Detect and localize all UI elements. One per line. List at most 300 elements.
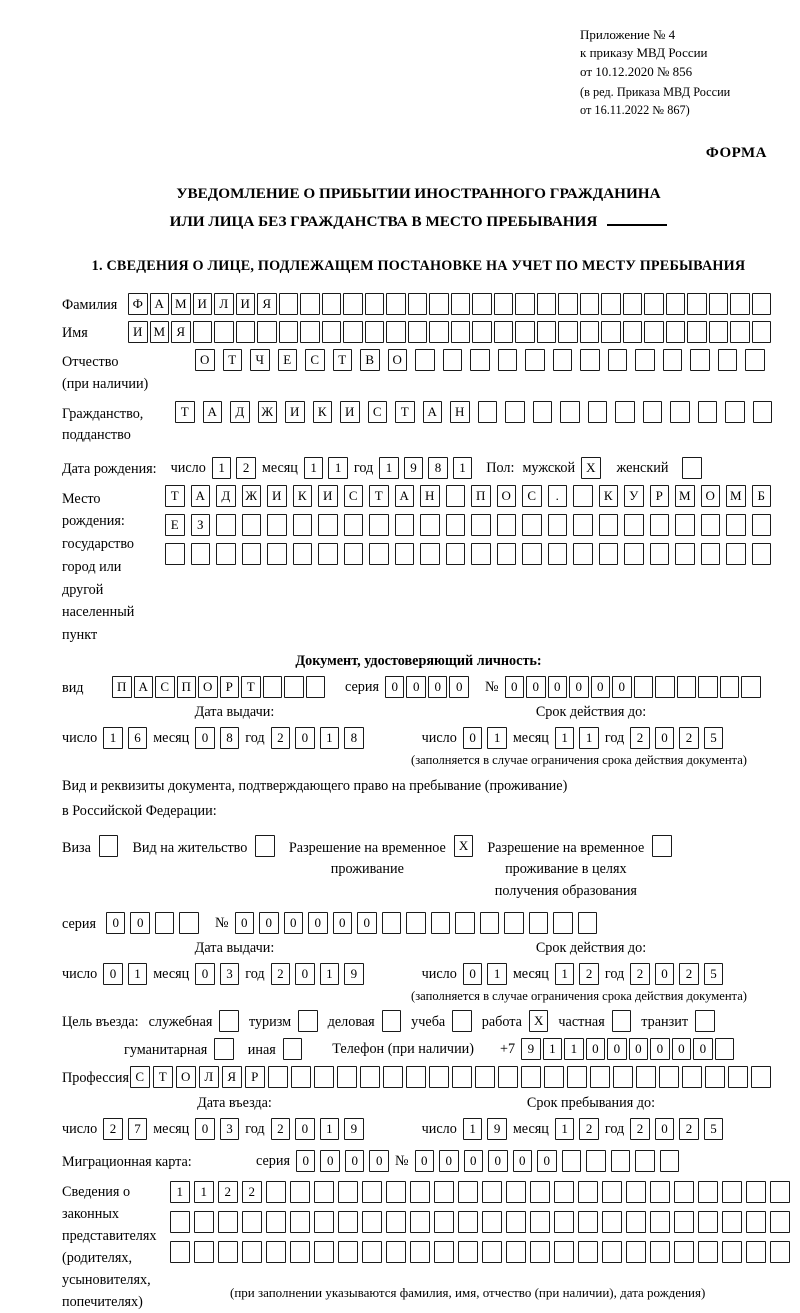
- firstname-cell[interactable]: [429, 321, 449, 343]
- mig-number-cell[interactable]: 0: [415, 1150, 435, 1172]
- citizenship-cell[interactable]: С: [368, 401, 388, 423]
- doc-valid-year-cell[interactable]: 0: [655, 727, 675, 749]
- reps-cells-line3-cell[interactable]: [746, 1241, 766, 1263]
- res-number-cell[interactable]: 0: [308, 912, 328, 934]
- surname-cell[interactable]: [365, 293, 385, 315]
- patronymic-cell[interactable]: [525, 349, 545, 371]
- doc-kind-cell[interactable]: С: [155, 676, 175, 698]
- doc-series-cell[interactable]: 0: [406, 676, 426, 698]
- res-number-cell[interactable]: [480, 912, 500, 934]
- reps-cells-line2-cell[interactable]: [770, 1211, 790, 1233]
- phone-cell[interactable]: 0: [650, 1038, 670, 1060]
- firstname-cell[interactable]: [236, 321, 256, 343]
- birthplace-cells-line3-cell[interactable]: [165, 543, 185, 565]
- doc-kind-cell[interactable]: Т: [241, 676, 261, 698]
- surname-cell[interactable]: [537, 293, 557, 315]
- reps-cells-line3-cell[interactable]: [554, 1241, 574, 1263]
- reps-cells-line2-cell[interactable]: [170, 1211, 190, 1233]
- res-number-cell[interactable]: [382, 912, 402, 934]
- reps-cells-line1-cell[interactable]: [338, 1181, 358, 1203]
- reps-cells-line2-cell[interactable]: [218, 1211, 238, 1233]
- birthplace-cells-line2-cell[interactable]: [471, 514, 491, 536]
- firstname-cell[interactable]: [214, 321, 234, 343]
- surname-cell[interactable]: [451, 293, 471, 315]
- reps-cells-line2-cell[interactable]: [290, 1211, 310, 1233]
- reps-cells-line3-cell[interactable]: [602, 1241, 622, 1263]
- reps-cells-line3-cell[interactable]: [362, 1241, 382, 1263]
- firstname-cell[interactable]: И: [128, 321, 148, 343]
- profession-cell[interactable]: [406, 1066, 426, 1088]
- citizenship-cell[interactable]: [698, 401, 718, 423]
- doc-number-cell[interactable]: 0: [569, 676, 589, 698]
- reps-cells-line3-cell[interactable]: [458, 1241, 478, 1263]
- reps-cells-line2-cell[interactable]: [746, 1211, 766, 1233]
- mig-number-cell[interactable]: [562, 1150, 582, 1172]
- firstname-cell[interactable]: [494, 321, 514, 343]
- mig-number-cell[interactable]: [660, 1150, 680, 1172]
- birthplace-cells-line2-cell[interactable]: [675, 514, 695, 536]
- patronymic-cell[interactable]: [553, 349, 573, 371]
- mig-number-cell[interactable]: 0: [439, 1150, 459, 1172]
- doc-issue-year-cell[interactable]: 2: [271, 727, 291, 749]
- phone-cell[interactable]: 9: [521, 1038, 541, 1060]
- doc-issue-day-cell[interactable]: 1: [103, 727, 123, 749]
- profession-cell[interactable]: [337, 1066, 357, 1088]
- firstname-cell[interactable]: [365, 321, 385, 343]
- reps-cells-line1-cell[interactable]: 1: [194, 1181, 214, 1203]
- profession-cell[interactable]: О: [176, 1066, 196, 1088]
- profession-cell[interactable]: [498, 1066, 518, 1088]
- reps-cells-line2-cell[interactable]: [506, 1211, 526, 1233]
- birthplace-cells-line3-cell[interactable]: [318, 543, 338, 565]
- profession-cell[interactable]: [567, 1066, 587, 1088]
- doc-series-cell[interactable]: 0: [449, 676, 469, 698]
- firstname-cell[interactable]: [752, 321, 772, 343]
- birth-day-cell[interactable]: 1: [212, 457, 232, 479]
- res-number-cell[interactable]: 0: [235, 912, 255, 934]
- surname-cell[interactable]: [601, 293, 621, 315]
- birthplace-cells-line2-cell[interactable]: [293, 514, 313, 536]
- profession-cell[interactable]: [521, 1066, 541, 1088]
- reps-cells-line3-cell[interactable]: [218, 1241, 238, 1263]
- birthplace-cells-line3-cell[interactable]: [420, 543, 440, 565]
- res-series-cell[interactable]: [179, 912, 199, 934]
- birthplace-cells-line3-cell[interactable]: [573, 543, 593, 565]
- firstname-cell[interactable]: [537, 321, 557, 343]
- doc-kind-cell[interactable]: О: [198, 676, 218, 698]
- doc-kind-cell[interactable]: Р: [220, 676, 240, 698]
- birthplace-cells-line2-cell[interactable]: [624, 514, 644, 536]
- res-issue-year-cell[interactable]: 9: [344, 963, 364, 985]
- stay-day-cell[interactable]: 9: [487, 1118, 507, 1140]
- res-number-cell[interactable]: [431, 912, 451, 934]
- mig-number-cell[interactable]: 0: [513, 1150, 533, 1172]
- surname-cell[interactable]: [429, 293, 449, 315]
- firstname-cell[interactable]: [408, 321, 428, 343]
- doc-issue-month-cell[interactable]: 0: [195, 727, 215, 749]
- reps-cells-line1-cell[interactable]: [650, 1181, 670, 1203]
- birthplace-cells-line1-cell[interactable]: .: [548, 485, 568, 507]
- citizenship-cell[interactable]: А: [423, 401, 443, 423]
- birth-year-cell[interactable]: 9: [404, 457, 424, 479]
- doc-number-cell[interactable]: [698, 676, 718, 698]
- citizenship-cell[interactable]: А: [203, 401, 223, 423]
- profession-cell[interactable]: [544, 1066, 564, 1088]
- citizenship-cell[interactable]: [560, 401, 580, 423]
- entry-month-cell[interactable]: 0: [195, 1118, 215, 1140]
- reps-cells-line1-cell[interactable]: [746, 1181, 766, 1203]
- reps-cells-line3-cell[interactable]: [194, 1241, 214, 1263]
- patronymic-cell[interactable]: [580, 349, 600, 371]
- patronymic-cell[interactable]: [498, 349, 518, 371]
- citizenship-cell[interactable]: Д: [230, 401, 250, 423]
- birthplace-cells-line3-cell[interactable]: [216, 543, 236, 565]
- temp-residence-edu-checkbox-cell[interactable]: [652, 835, 672, 857]
- res-series-cell[interactable]: 0: [130, 912, 150, 934]
- birthplace-cells-line1-cell[interactable]: Т: [369, 485, 389, 507]
- reps-cells-line2-cell[interactable]: [266, 1211, 286, 1233]
- birthplace-cells-line2-cell[interactable]: [599, 514, 619, 536]
- surname-cell[interactable]: [279, 293, 299, 315]
- patronymic-cell[interactable]: [470, 349, 490, 371]
- surname-cell[interactable]: Ф: [128, 293, 148, 315]
- birthplace-cells-line1-cell[interactable]: О: [497, 485, 517, 507]
- stay-year-cell[interactable]: 2: [630, 1118, 650, 1140]
- surname-cell[interactable]: И: [193, 293, 213, 315]
- doc-issue-day-cell[interactable]: 6: [128, 727, 148, 749]
- reps-cells-line1-cell[interactable]: [266, 1181, 286, 1203]
- res-issue-year-cell[interactable]: 2: [271, 963, 291, 985]
- birthplace-cells-line1-cell[interactable]: К: [599, 485, 619, 507]
- patronymic-cell[interactable]: [690, 349, 710, 371]
- patronymic-cell[interactable]: [608, 349, 628, 371]
- profession-cell[interactable]: С: [130, 1066, 150, 1088]
- mig-number-cell[interactable]: [635, 1150, 655, 1172]
- reps-cells-line2-cell[interactable]: [194, 1211, 214, 1233]
- doc-number-cell[interactable]: 0: [526, 676, 546, 698]
- phone-cell[interactable]: 0: [586, 1038, 606, 1060]
- birthplace-cells-line2-cell[interactable]: З: [191, 514, 211, 536]
- patronymic-cell[interactable]: О: [388, 349, 408, 371]
- birthplace-cells-line3-cell[interactable]: [548, 543, 568, 565]
- surname-cell[interactable]: [408, 293, 428, 315]
- citizenship-cell[interactable]: Н: [450, 401, 470, 423]
- sex-female-checkbox-cell[interactable]: [682, 457, 702, 479]
- citizenship-cell[interactable]: И: [340, 401, 360, 423]
- birthplace-cells-line1-cell[interactable]: Н: [420, 485, 440, 507]
- purpose-business-checkbox-cell[interactable]: [382, 1010, 402, 1032]
- phone-cell[interactable]: 0: [693, 1038, 713, 1060]
- stay-month-cell[interactable]: 1: [555, 1118, 575, 1140]
- birthplace-cells-line3-cell[interactable]: [191, 543, 211, 565]
- birthplace-cells-line2-cell[interactable]: [369, 514, 389, 536]
- reps-cells-line2-cell[interactable]: [314, 1211, 334, 1233]
- birth-year-cell[interactable]: 8: [428, 457, 448, 479]
- entry-year-cell[interactable]: 1: [320, 1118, 340, 1140]
- reps-cells-line1-cell[interactable]: [362, 1181, 382, 1203]
- res-number-cell[interactable]: 0: [357, 912, 377, 934]
- profession-cell[interactable]: [268, 1066, 288, 1088]
- reps-cells-line3-cell[interactable]: [674, 1241, 694, 1263]
- res-series-cell[interactable]: [155, 912, 175, 934]
- reps-cells-line3-cell[interactable]: [770, 1241, 790, 1263]
- entry-day-cell[interactable]: 7: [128, 1118, 148, 1140]
- stay-month-cell[interactable]: 2: [579, 1118, 599, 1140]
- entry-year-cell[interactable]: 9: [344, 1118, 364, 1140]
- visa-checkbox-cell[interactable]: [99, 835, 119, 857]
- doc-kind-cell[interactable]: [306, 676, 326, 698]
- phone-cell[interactable]: 0: [629, 1038, 649, 1060]
- citizenship-cell[interactable]: Ж: [258, 401, 278, 423]
- reps-cells-line1-cell[interactable]: [506, 1181, 526, 1203]
- birthplace-cells-line2-cell[interactable]: [726, 514, 746, 536]
- residence-permit-checkbox-cell[interactable]: [255, 835, 275, 857]
- reps-cells-line1-cell[interactable]: [602, 1181, 622, 1203]
- birthplace-cells-line2-cell[interactable]: [344, 514, 364, 536]
- reps-cells-line3-cell[interactable]: [722, 1241, 742, 1263]
- firstname-cell[interactable]: [709, 321, 729, 343]
- doc-number-cell[interactable]: 0: [591, 676, 611, 698]
- birthplace-cells-line3-cell[interactable]: [344, 543, 364, 565]
- doc-issue-year-cell[interactable]: 0: [295, 727, 315, 749]
- surname-cell[interactable]: И: [236, 293, 256, 315]
- patronymic-cell[interactable]: [718, 349, 738, 371]
- citizenship-cell[interactable]: [643, 401, 663, 423]
- birthplace-cells-line1-cell[interactable]: М: [726, 485, 746, 507]
- res-issue-year-cell[interactable]: 0: [295, 963, 315, 985]
- birthplace-cells-line1-cell[interactable]: С: [522, 485, 542, 507]
- reps-cells-line3-cell[interactable]: [266, 1241, 286, 1263]
- birthplace-cells-line1-cell[interactable]: И: [318, 485, 338, 507]
- purpose-study-checkbox-cell[interactable]: [452, 1010, 472, 1032]
- entry-year-cell[interactable]: 0: [295, 1118, 315, 1140]
- surname-cell[interactable]: Л: [214, 293, 234, 315]
- birthplace-cells-line1-cell[interactable]: К: [293, 485, 313, 507]
- phone-cell[interactable]: 1: [564, 1038, 584, 1060]
- birthplace-cells-line1-cell[interactable]: И: [267, 485, 287, 507]
- birthplace-cells-line1-cell[interactable]: С: [344, 485, 364, 507]
- profession-cell[interactable]: [682, 1066, 702, 1088]
- birthplace-cells-line1-cell[interactable]: [446, 485, 466, 507]
- doc-series-cell[interactable]: 0: [428, 676, 448, 698]
- profession-cell[interactable]: [728, 1066, 748, 1088]
- patronymic-cell[interactable]: О: [195, 349, 215, 371]
- patronymic-cell[interactable]: [443, 349, 463, 371]
- citizenship-cell[interactable]: [505, 401, 525, 423]
- mig-number-cell[interactable]: [586, 1150, 606, 1172]
- firstname-cell[interactable]: [515, 321, 535, 343]
- citizenship-cell[interactable]: И: [285, 401, 305, 423]
- stay-year-cell[interactable]: 5: [704, 1118, 724, 1140]
- reps-cells-line3-cell[interactable]: [434, 1241, 454, 1263]
- birthplace-cells-line1-cell[interactable]: Ж: [242, 485, 262, 507]
- surname-cell[interactable]: [343, 293, 363, 315]
- surname-cell[interactable]: [580, 293, 600, 315]
- doc-valid-day-cell[interactable]: 1: [487, 727, 507, 749]
- res-number-cell[interactable]: 0: [284, 912, 304, 934]
- patronymic-cell[interactable]: [635, 349, 655, 371]
- citizenship-cell[interactable]: [615, 401, 635, 423]
- reps-cells-line1-cell[interactable]: 2: [242, 1181, 262, 1203]
- surname-cell[interactable]: [752, 293, 772, 315]
- reps-cells-line3-cell[interactable]: [530, 1241, 550, 1263]
- doc-kind-cell[interactable]: А: [134, 676, 154, 698]
- firstname-cell[interactable]: [687, 321, 707, 343]
- citizenship-cell[interactable]: К: [313, 401, 333, 423]
- profession-cell[interactable]: [705, 1066, 725, 1088]
- firstname-cell[interactable]: [386, 321, 406, 343]
- res-valid-year-cell[interactable]: 0: [655, 963, 675, 985]
- mig-number-cell[interactable]: 0: [488, 1150, 508, 1172]
- patronymic-cell[interactable]: В: [360, 349, 380, 371]
- profession-cell[interactable]: [751, 1066, 771, 1088]
- patronymic-cell[interactable]: [663, 349, 683, 371]
- birthplace-cells-line3-cell[interactable]: [369, 543, 389, 565]
- birthplace-cells-line1-cell[interactable]: О: [701, 485, 721, 507]
- reps-cells-line3-cell[interactable]: [626, 1241, 646, 1263]
- surname-cell[interactable]: [687, 293, 707, 315]
- reps-cells-line2-cell[interactable]: [434, 1211, 454, 1233]
- res-valid-day-cell[interactable]: 0: [463, 963, 483, 985]
- birthplace-cells-line2-cell[interactable]: [318, 514, 338, 536]
- patronymic-cell[interactable]: Ч: [250, 349, 270, 371]
- birthplace-cells-line1-cell[interactable]: Т: [165, 485, 185, 507]
- profession-cell[interactable]: Т: [153, 1066, 173, 1088]
- reps-cells-line3-cell[interactable]: [410, 1241, 430, 1263]
- birthplace-cells-line3-cell[interactable]: [471, 543, 491, 565]
- doc-number-cell[interactable]: 0: [612, 676, 632, 698]
- birthplace-cells-line1-cell[interactable]: М: [675, 485, 695, 507]
- doc-number-cell[interactable]: [634, 676, 654, 698]
- res-number-cell[interactable]: [406, 912, 426, 934]
- surname-cell[interactable]: [623, 293, 643, 315]
- citizenship-cell[interactable]: [753, 401, 773, 423]
- birthplace-cells-line3-cell[interactable]: [267, 543, 287, 565]
- res-issue-month-cell[interactable]: 3: [220, 963, 240, 985]
- firstname-cell[interactable]: [343, 321, 363, 343]
- birthplace-cells-line1-cell[interactable]: Р: [650, 485, 670, 507]
- firstname-cell[interactable]: [644, 321, 664, 343]
- profession-cell[interactable]: [291, 1066, 311, 1088]
- doc-valid-year-cell[interactable]: 2: [679, 727, 699, 749]
- purpose-other-checkbox-cell[interactable]: [283, 1038, 303, 1060]
- entry-year-cell[interactable]: 2: [271, 1118, 291, 1140]
- surname-cell[interactable]: [494, 293, 514, 315]
- doc-valid-year-cell[interactable]: 2: [630, 727, 650, 749]
- surname-cell[interactable]: [322, 293, 342, 315]
- reps-cells-line2-cell[interactable]: [722, 1211, 742, 1233]
- firstname-cell[interactable]: [279, 321, 299, 343]
- firstname-cell[interactable]: [472, 321, 492, 343]
- doc-number-cell[interactable]: [741, 676, 761, 698]
- profession-cell[interactable]: [383, 1066, 403, 1088]
- reps-cells-line2-cell[interactable]: [650, 1211, 670, 1233]
- doc-issue-year-cell[interactable]: 1: [320, 727, 340, 749]
- birthplace-cells-line3-cell[interactable]: [650, 543, 670, 565]
- purpose-work-checkbox-cell[interactable]: X: [529, 1010, 549, 1032]
- reps-cells-line1-cell[interactable]: [290, 1181, 310, 1203]
- doc-number-cell[interactable]: [655, 676, 675, 698]
- birthplace-cells-line2-cell[interactable]: [701, 514, 721, 536]
- profession-cell[interactable]: [659, 1066, 679, 1088]
- phone-cell[interactable]: 1: [543, 1038, 563, 1060]
- birthplace-cells-line2-cell[interactable]: [216, 514, 236, 536]
- purpose-official-checkbox-cell[interactable]: [219, 1010, 239, 1032]
- doc-kind-cell[interactable]: П: [177, 676, 197, 698]
- surname-cell[interactable]: [644, 293, 664, 315]
- birth-day-cell[interactable]: 2: [236, 457, 256, 479]
- res-number-cell[interactable]: [529, 912, 549, 934]
- reps-cells-line2-cell[interactable]: [698, 1211, 718, 1233]
- doc-kind-cell[interactable]: [284, 676, 304, 698]
- birth-year-cell[interactable]: 1: [379, 457, 399, 479]
- profession-cell[interactable]: [636, 1066, 656, 1088]
- reps-cells-line2-cell[interactable]: [242, 1211, 262, 1233]
- reps-cells-line1-cell[interactable]: [458, 1181, 478, 1203]
- citizenship-cell[interactable]: [478, 401, 498, 423]
- doc-number-cell[interactable]: 0: [548, 676, 568, 698]
- doc-kind-cell[interactable]: [263, 676, 283, 698]
- reps-cells-line2-cell[interactable]: [482, 1211, 502, 1233]
- profession-cell[interactable]: [452, 1066, 472, 1088]
- firstname-cell[interactable]: Я: [171, 321, 191, 343]
- res-number-cell[interactable]: [455, 912, 475, 934]
- birthplace-cells-line1-cell[interactable]: Д: [216, 485, 236, 507]
- res-valid-year-cell[interactable]: 5: [704, 963, 724, 985]
- citizenship-cell[interactable]: [588, 401, 608, 423]
- res-valid-day-cell[interactable]: 1: [487, 963, 507, 985]
- birthplace-cells-line3-cell[interactable]: [242, 543, 262, 565]
- doc-issue-year-cell[interactable]: 8: [344, 727, 364, 749]
- res-issue-month-cell[interactable]: 0: [195, 963, 215, 985]
- entry-month-cell[interactable]: 3: [220, 1118, 240, 1140]
- birthplace-cells-line1-cell[interactable]: [573, 485, 593, 507]
- reps-cells-line2-cell[interactable]: [458, 1211, 478, 1233]
- mig-series-cell[interactable]: 0: [369, 1150, 389, 1172]
- reps-cells-line2-cell[interactable]: [386, 1211, 406, 1233]
- reps-cells-line3-cell[interactable]: [650, 1241, 670, 1263]
- reps-cells-line3-cell[interactable]: [290, 1241, 310, 1263]
- reps-cells-line1-cell[interactable]: [674, 1181, 694, 1203]
- birthplace-cells-line1-cell[interactable]: У: [624, 485, 644, 507]
- birthplace-cells-line2-cell[interactable]: [420, 514, 440, 536]
- profession-cell[interactable]: Я: [222, 1066, 242, 1088]
- birthplace-cells-line2-cell[interactable]: [752, 514, 772, 536]
- profession-cell[interactable]: [314, 1066, 334, 1088]
- surname-cell[interactable]: А: [150, 293, 170, 315]
- firstname-cell[interactable]: [193, 321, 213, 343]
- doc-number-cell[interactable]: [720, 676, 740, 698]
- birthplace-cells-line3-cell[interactable]: [701, 543, 721, 565]
- patronymic-cell[interactable]: Т: [333, 349, 353, 371]
- stay-day-cell[interactable]: 1: [463, 1118, 483, 1140]
- birthplace-cells-line3-cell[interactable]: [522, 543, 542, 565]
- res-issue-day-cell[interactable]: 0: [103, 963, 123, 985]
- patronymic-cell[interactable]: [745, 349, 765, 371]
- res-issue-year-cell[interactable]: 1: [320, 963, 340, 985]
- surname-cell[interactable]: М: [171, 293, 191, 315]
- surname-cell[interactable]: [472, 293, 492, 315]
- birthplace-cells-line2-cell[interactable]: [573, 514, 593, 536]
- reps-cells-line3-cell[interactable]: [698, 1241, 718, 1263]
- res-number-cell[interactable]: [504, 912, 524, 934]
- res-issue-day-cell[interactable]: 1: [128, 963, 148, 985]
- mig-number-cell[interactable]: 0: [464, 1150, 484, 1172]
- reps-cells-line2-cell[interactable]: [626, 1211, 646, 1233]
- reps-cells-line1-cell[interactable]: [554, 1181, 574, 1203]
- firstname-cell[interactable]: [730, 321, 750, 343]
- reps-cells-line3-cell[interactable]: [578, 1241, 598, 1263]
